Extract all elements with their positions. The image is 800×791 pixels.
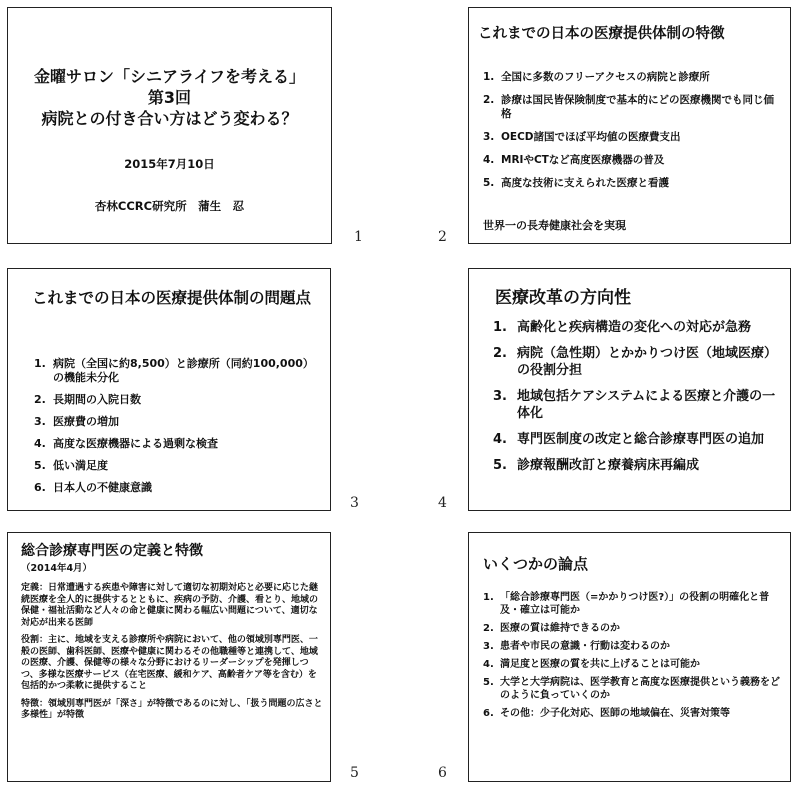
list-item xyxy=(483,153,783,167)
item-text: MRIやCTなど高度医療機器の普及 xyxy=(501,154,665,166)
item-number: 5. xyxy=(483,177,495,189)
slide-2-footer: 世界一の長寿健康社会を実現 xyxy=(483,219,626,232)
list-item xyxy=(483,591,783,617)
item-number: 3. xyxy=(34,415,46,428)
list-item xyxy=(493,431,783,448)
slide-4-list xyxy=(493,319,783,483)
slide-2-list xyxy=(483,70,783,199)
slide-6-heading: いくつかの論点 xyxy=(483,555,589,573)
list-item xyxy=(483,93,783,121)
page-number-3: 3 xyxy=(350,495,359,511)
page-number-2: 2 xyxy=(438,229,447,245)
list-item xyxy=(483,130,783,144)
title-line: 病院との付き合い方はどう変わる？ xyxy=(41,109,298,128)
item-number: 2. xyxy=(34,393,46,406)
item-number: 3. xyxy=(493,389,507,404)
slide-5 xyxy=(7,532,331,782)
item-number: 4. xyxy=(493,432,507,447)
item-text: 「総合診療専門医（=かかりつけ医?）」の役割の明確化と普及・確立は可能か xyxy=(500,592,770,616)
item-number: 1. xyxy=(34,357,46,370)
slide-2 xyxy=(468,7,791,244)
item-number: 2. xyxy=(483,623,494,634)
list-item xyxy=(483,658,783,671)
title-line: 金曜サロン「シニアライフを考える」 xyxy=(33,67,306,86)
item-number: 2. xyxy=(483,94,495,106)
item-number: 1. xyxy=(483,592,494,603)
item-text: 全国に多数のフリーアクセスの病院と診療所 xyxy=(501,71,710,83)
item-text: 専門医制度の改定と総合診療専門医の追加 xyxy=(517,432,765,447)
item-number: 3. xyxy=(483,641,494,652)
slide-1-date: 2015年7月10日 xyxy=(124,157,215,171)
list-item xyxy=(493,388,783,422)
paragraph-definition: 定義：日常遭遇する疾患や障害に対して適切な初期対応と必要に応じた継続医療を全人的に提供するとともに、疾病の予防、介護、看とり、地域の保健・福祉活動など人々の命と健康に関わる幅広い問題について、適切な対応が出来る医師 xyxy=(21,583,319,628)
item-text: 病院（全国に約8,500）と診療所（同約100,000）の機能未分化 xyxy=(53,357,314,384)
slide-3 xyxy=(7,268,331,511)
list-item xyxy=(493,345,783,379)
slide-4-heading: 医療改革の方向性 xyxy=(495,288,631,308)
item-text: 高齢化と疾病構造の変化への対応が急務 xyxy=(517,320,752,335)
list-item xyxy=(34,357,314,385)
item-text: 高度な技術に支えられた医療と看護 xyxy=(501,177,669,189)
item-text: 患者や市民の意識・行動は変わるのか xyxy=(500,641,670,652)
list-item xyxy=(34,415,314,429)
item-text: 大学と大学病院は、医学教育と高度な医療提供という義務をどのように負っていくのか xyxy=(500,677,780,701)
item-text: OECD諸国でほぼ平均値の医療費支出 xyxy=(501,131,681,143)
item-number: 1. xyxy=(493,320,507,335)
slide-3-heading: これまでの日本の医療提供体制の問題点 xyxy=(32,289,312,307)
paragraph-feature: 特徴：領域別専門医が「深さ」が特徴であるのに対し、「扱う問題の広さと多様性」が特徴 xyxy=(21,698,323,720)
item-text: 病院（急性期）とかかりつけ医（地域医療）の役割分担 xyxy=(517,346,778,378)
item-text: その他：少子化対応、医師の地域偏在、災害対策等 xyxy=(500,708,730,719)
list-item xyxy=(34,481,314,495)
item-number: 2. xyxy=(493,346,507,361)
page-number-1: 1 xyxy=(354,229,363,245)
item-number: 3. xyxy=(483,131,495,143)
item-text: 診療は国民皆保険制度で基本的にどの医療機関でも同じ価格 xyxy=(501,94,774,120)
page-number-6: 6 xyxy=(438,765,447,781)
item-number: 4. xyxy=(34,437,46,450)
item-text: 日本人の不健康意識 xyxy=(53,481,152,494)
list-item xyxy=(483,622,783,635)
list-item xyxy=(34,437,314,451)
page-number-5: 5 xyxy=(350,765,359,781)
list-item xyxy=(483,707,783,720)
slide-1 xyxy=(7,7,332,244)
item-number: 4. xyxy=(483,154,495,166)
list-item xyxy=(483,676,783,702)
slide-5-heading: 総合診療専門医の定義と特徴 xyxy=(21,543,203,559)
item-text: 満足度と医療の質を共に上げることは可能か xyxy=(500,659,700,670)
page-number-4: 4 xyxy=(438,495,447,511)
list-item xyxy=(483,70,783,84)
item-text: 長期間の入院日数 xyxy=(53,393,141,406)
slide-3-list xyxy=(34,357,314,503)
item-text: 診療報酬改訂と療養病床再編成 xyxy=(517,458,700,473)
item-number: 6. xyxy=(483,708,494,719)
title-line: 第3回 xyxy=(147,88,192,107)
item-text: 低い満足度 xyxy=(53,459,108,472)
slide-5-subheading: （2014年4月） xyxy=(21,563,93,574)
item-number: 5. xyxy=(493,458,507,473)
list-item xyxy=(483,176,783,190)
item-number: 6. xyxy=(34,481,46,494)
list-item xyxy=(483,640,783,653)
slide-1-author: 杏林CCRC研究所 蒲生 忍 xyxy=(94,199,245,213)
item-text: 医療の質は維持できるのか xyxy=(500,623,620,634)
item-number: 4. xyxy=(483,659,494,670)
item-number: 5. xyxy=(34,459,46,472)
item-number: 1. xyxy=(483,71,495,83)
slide-2-heading: これまでの日本の医療提供体制の特徴 xyxy=(478,26,725,42)
item-text: 医療費の増加 xyxy=(53,415,119,428)
paragraph-role: 役割：主に、地域を支える診療所や病院において、他の領域別専門医、一般の医師、歯科医師、医療や健康に関わるその他職種等と連携して、地域の医療、介護、保健等の様々な分野におけるリーダーシップを発揮しつつ、多様な医療サービス（在宅医療、緩和ケア、高齢者ケア等を含む）を包括的かつ柔軟に提供すること xyxy=(21,635,318,691)
list-item xyxy=(34,459,314,473)
slide-5-body xyxy=(21,583,323,728)
item-text: 高度な医療機器による過剰な検査 xyxy=(53,437,218,450)
slide-1-title xyxy=(8,66,331,129)
list-item xyxy=(493,319,783,336)
slide-4 xyxy=(468,268,791,511)
slide-6 xyxy=(468,532,791,782)
item-number: 5. xyxy=(483,677,494,688)
list-item xyxy=(493,457,783,474)
slide-6-list xyxy=(483,591,783,725)
list-item xyxy=(34,393,314,407)
item-text: 地域包括ケアシステムによる医療と介護の一体化 xyxy=(517,389,776,421)
